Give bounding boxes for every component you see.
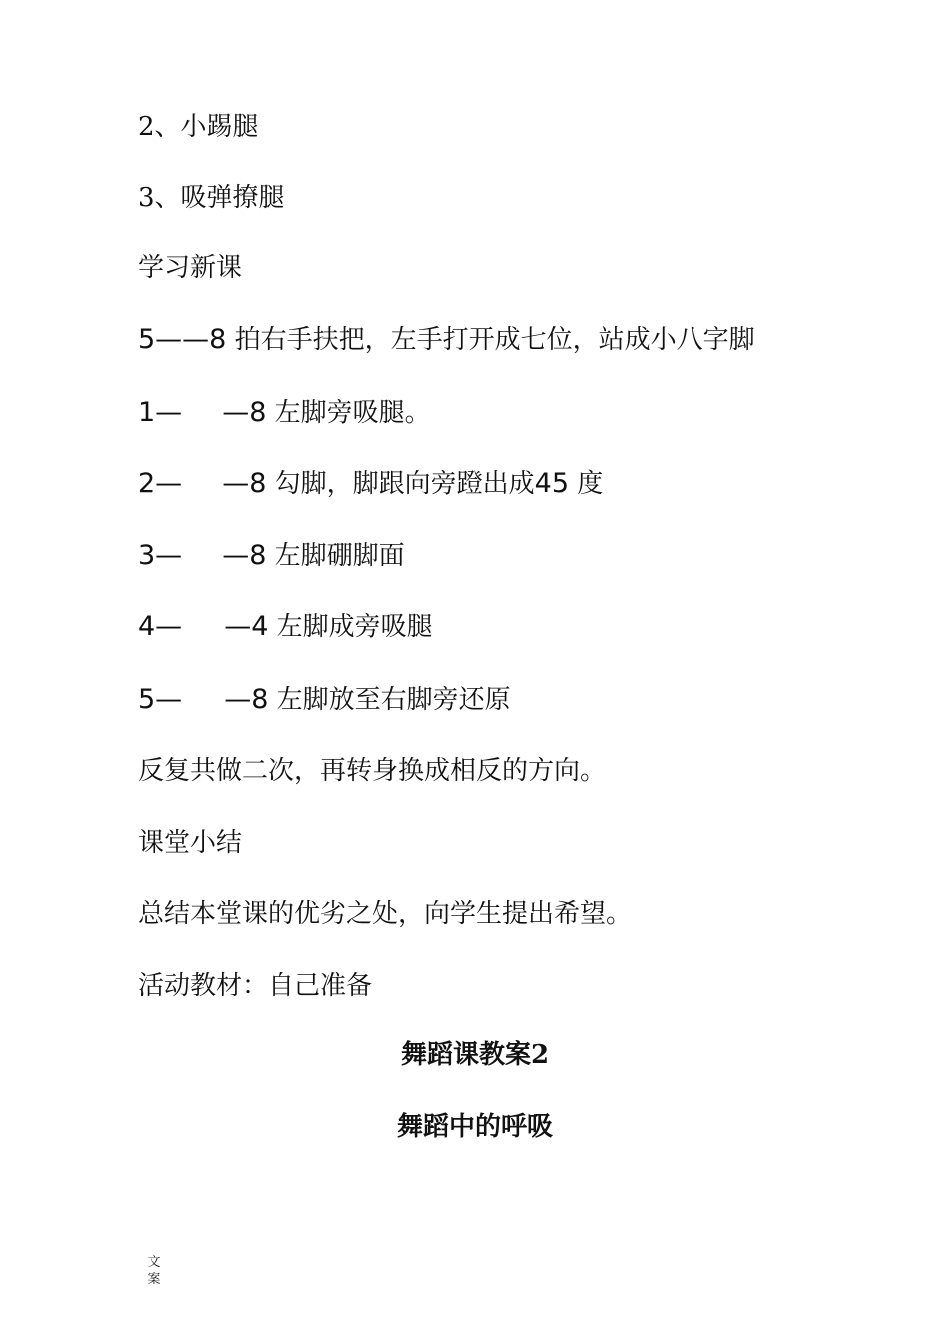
step-2-end: —8 [222,468,267,499]
text-line-10 [138,754,606,788]
line-4-count: 5——8 [138,324,227,355]
step-4-start: 4— [138,611,183,642]
line-1-text: 2、小踢腿 [138,112,259,142]
summary-text: 总结本堂课的优劣之处，向学生提出希望。 [138,899,633,929]
step-3-start: 3— [138,540,183,571]
step-4-end: —4 [224,611,269,642]
section-heading-summary [138,826,242,860]
step-line-5 [138,683,511,717]
step-1-text: 左脚旁吸腿。 [274,398,431,428]
new-lesson-label: 学习新课 [138,253,243,283]
step-line-4 [138,610,433,644]
summary-label: 课堂小结 [138,828,243,858]
text-line-2 [138,181,285,215]
text-line-1 [138,110,259,144]
step-line-3 [138,539,405,573]
lesson-plan-subtitle: 舞蹈中的呼吸 [396,1112,553,1142]
step-line-1 [138,396,431,430]
text-line-4 [138,323,755,357]
step-2-degree-unit: 度 [577,469,604,499]
step-5-start: 5— [138,684,183,715]
text-line-12 [138,897,632,931]
step-1-end: —8 [222,397,267,428]
step-2-start: 2— [138,468,183,499]
step-5-end: —8 [224,684,269,715]
step-5-text: 左脚放至右脚旁还原 [276,685,511,715]
step-3-text: 左脚硼脚面 [274,541,405,571]
step-2-degree-value: 45 [534,468,570,499]
repeat-instruction: 反复共做二次，再转身换成相反的方向。 [138,756,607,786]
footer-mark: 文案 [147,1255,161,1287]
activity-materials: 活动教材：自己准备 [138,971,373,1001]
line-4-text: 拍右手扶把，左手打开成七位，站成小八字脚 [234,325,755,355]
step-4-text: 左脚成旁吸腿 [276,612,433,642]
step-line-2 [138,467,603,501]
step-3-end: —8 [222,540,267,571]
lesson-plan-title: 舞蹈课教案2 [400,1040,550,1070]
section-heading-new-lesson [138,251,242,285]
step-1-start: 1— [138,397,183,428]
step-2-text: 勾脚，脚跟向旁蹬出成 [274,469,535,499]
text-line-13 [138,969,372,1003]
line-2-text: 3、吸弹撩腿 [138,183,285,213]
